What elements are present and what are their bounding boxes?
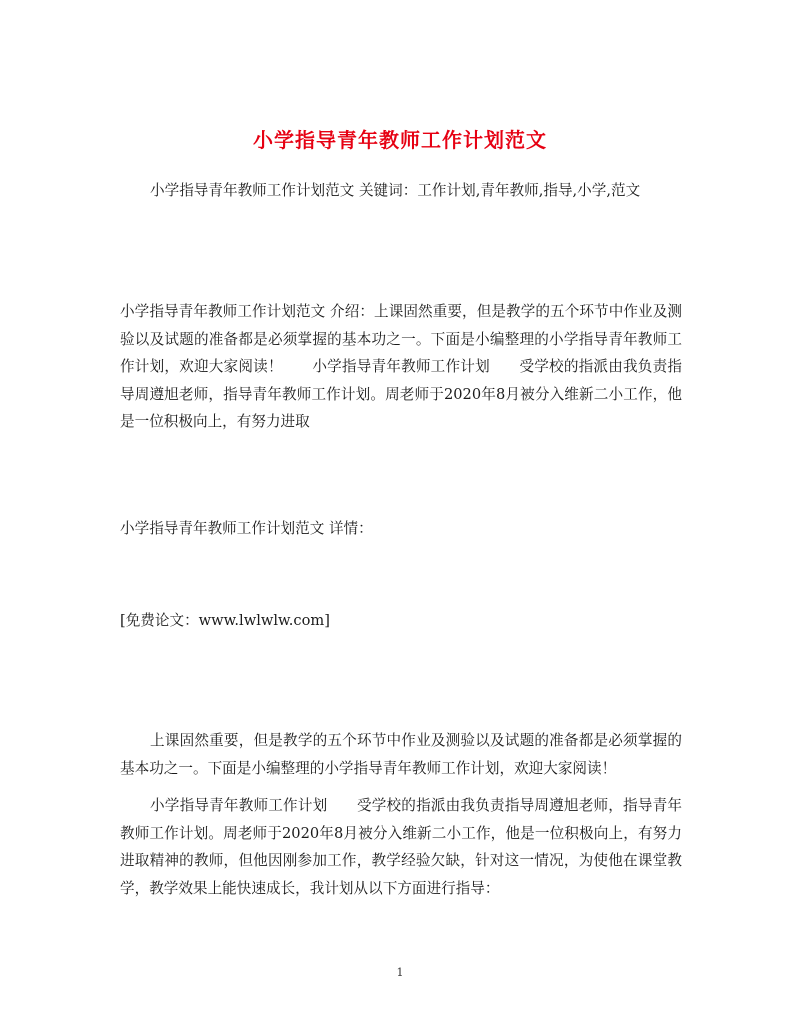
page-number: 1 (396, 966, 404, 979)
document-title: 小学指导青年教师工作计划范文 (253, 128, 547, 153)
detail-heading: 小学指导青年教师工作计划范文 详情： (120, 520, 373, 537)
free-paper-link[interactable]: [免费论文：www.lwlwlw.com] (120, 612, 330, 629)
intro-paragraph: 小学指导青年教师工作计划范文 介绍：上课固然重要，但是教学的五个环节中作业及测验以及试题的准备都是必须掌握的基本功之一。下面是小编整理的小学指导青年教师工作计划，欢迎大家阅读！ 小学指导青年教师工作计划 受学校的指派由我负责指导周遵旭老师，指导青年教师工作计划。周老师于2020年8月被分入维新二小工作，他是一位积极向上，有努力进取 (120, 303, 682, 430)
keywords-paragraph: 小学指导青年教师工作计划范文 关键词：工作计划,青年教师,指导,小学,范文 (150, 182, 641, 199)
body-paragraph-2: 小学指导青年教师工作计划 受学校的指派由我负责指导周遵旭老师，指导青年教师工作计划。周老师于2020年8月被分入维新二小工作，他是一位积极向上，有努力进取精神的教师，但他因刚参加工作，教学经验欠缺，针对这一情况，为使他在课堂教学，教学效果上能快速成长，我计划从以下方面进行指导： (120, 797, 682, 897)
body-paragraph-1: 上课固然重要，但是教学的五个环节中作业及测验以及试题的准备都是必须掌握的基本功之一。下面是小编整理的小学指导青年教师工作计划，欢迎大家阅读！ (120, 732, 682, 777)
